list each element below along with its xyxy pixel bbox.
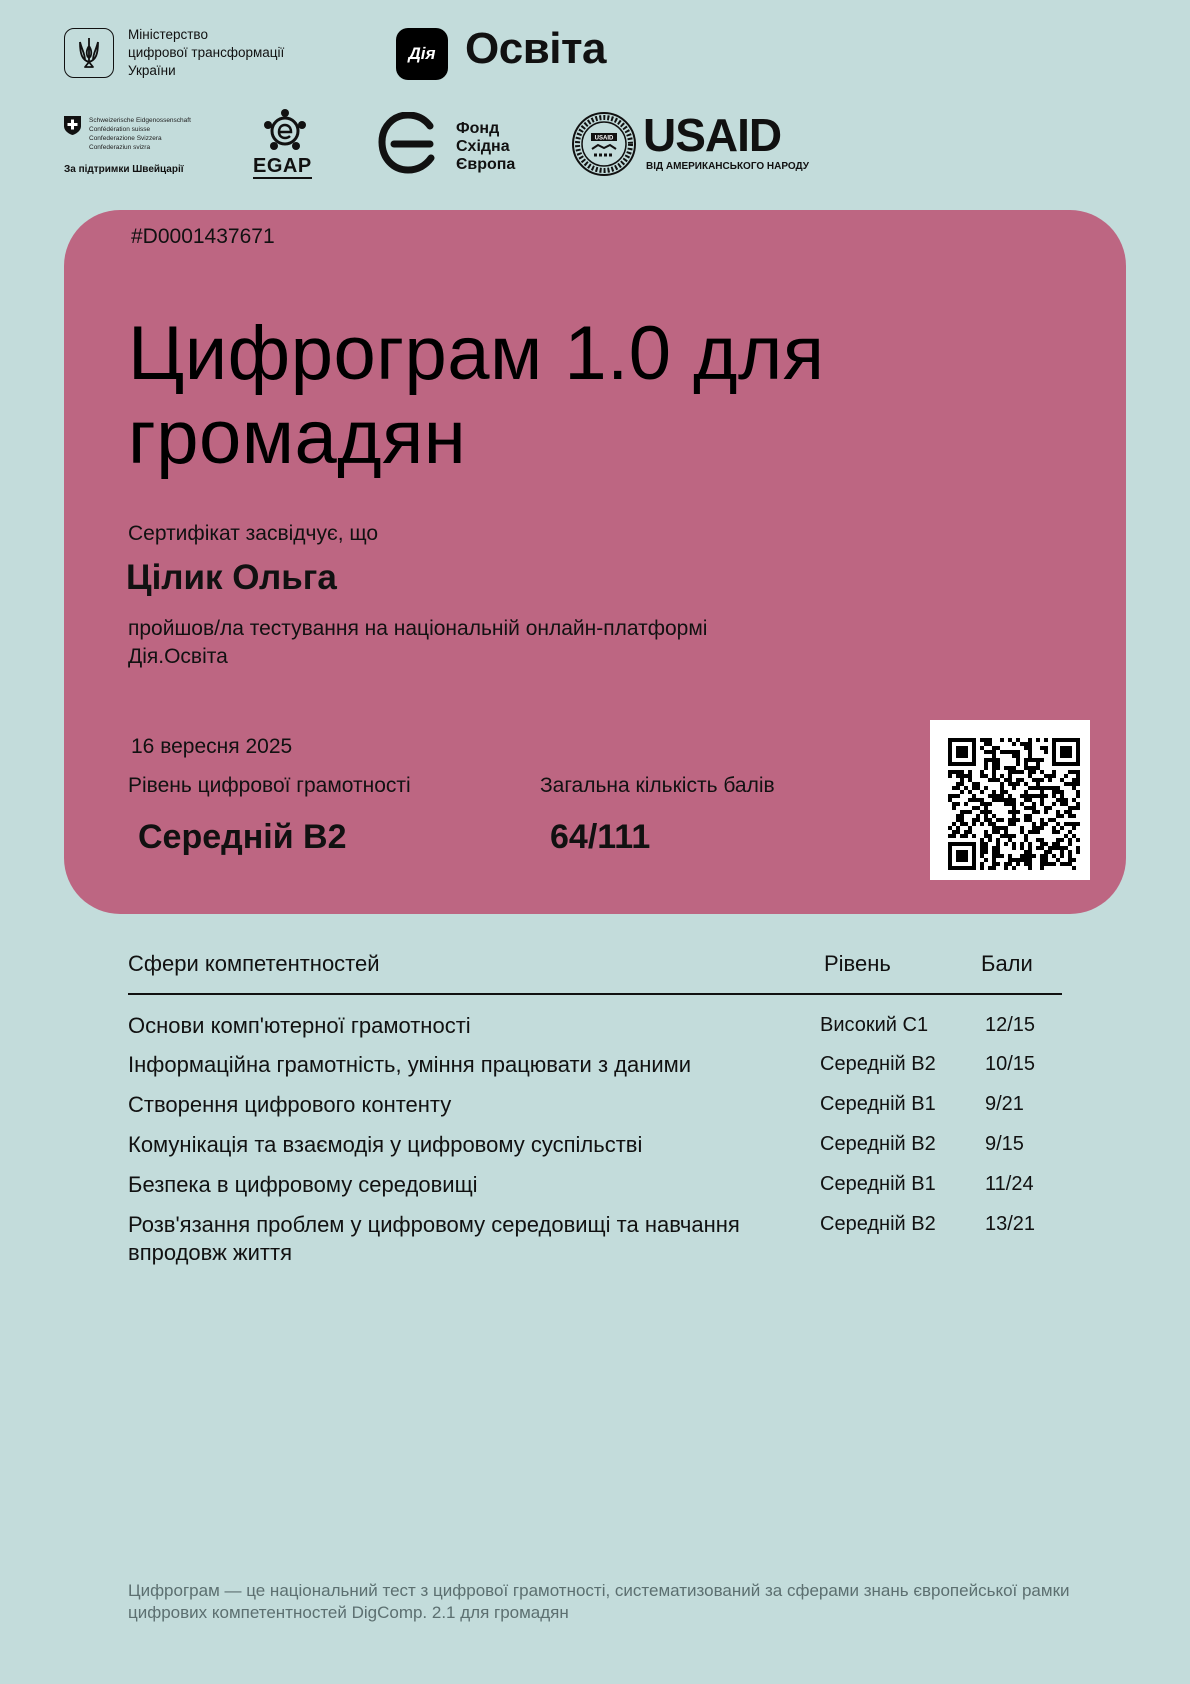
competence-area: Розв'язання проблем у цифровому середовищі та навчання впродовж життя: [128, 1212, 740, 1265]
competence-level: Середній B1: [820, 1173, 936, 1195]
swiss-support-label: За підтримки Швейцарії: [64, 164, 184, 175]
table-divider: [128, 993, 1062, 995]
competence-points: 11/24: [985, 1173, 1034, 1195]
egap-wordmark: EGAP: [253, 155, 312, 177]
diia-badge-label: Дія: [408, 44, 436, 63]
competence-area: Створення цифрового контенту: [128, 1092, 452, 1117]
competence-level: Середній B2: [820, 1053, 936, 1075]
fond-line: Фонд: [456, 120, 500, 137]
competence-area: Основи комп'ютерної грамотності: [128, 1013, 471, 1038]
competence-area: Комунікація та взаємодія у цифровому суспільстві: [128, 1132, 643, 1157]
swiss-name-line: Confederaziun svizra: [89, 144, 151, 151]
qr-code-icon: [930, 720, 1090, 880]
digital-literacy-level-value: Середній B2: [138, 818, 347, 856]
total-score-value: 64/111: [550, 818, 651, 856]
certificate-date: 16 вересня 2025: [131, 735, 293, 758]
diia-logo-badge: [396, 28, 448, 80]
ukraine-trident-icon: [64, 28, 114, 78]
digital-literacy-level-label: Рівень цифрової грамотності: [128, 774, 411, 797]
certifies-text: Сертифікат засвідчує, що: [128, 522, 379, 545]
recipient-name: Цілик Ольга: [126, 558, 337, 597]
east-europe-foundation-icon: [378, 112, 440, 174]
swiss-confederation-names: [89, 116, 191, 152]
ministry-line: цифрової трансформації: [128, 45, 285, 60]
east-europe-foundation-name: [456, 120, 515, 174]
ministry-name: [128, 26, 284, 80]
ministry-line: Міністерство: [128, 27, 208, 42]
competence-level: Високий С1: [820, 1014, 929, 1036]
certificate-id: #D0001437671: [131, 225, 275, 248]
table-header-level: Рівень: [824, 951, 891, 976]
course-title: Цифрограм 1.0 для громадян: [128, 311, 825, 480]
competence-points: 10/15: [985, 1053, 1036, 1075]
swiss-shield-icon: [64, 116, 81, 135]
table-header-points: Бали: [981, 951, 1033, 976]
egap-logo-icon: [262, 108, 308, 154]
passed-description: пройшов/ла тестування на національній онлайн-платформі Дія.Освіта: [128, 617, 708, 668]
usaid-tagline: ВІД АМЕРИКАНСЬКОГО НАРОДУ: [646, 161, 810, 172]
competence-points: 13/21: [985, 1213, 1036, 1235]
fond-line: Східна: [456, 138, 510, 155]
usaid-wordmark: USAID: [643, 109, 782, 161]
fond-line: Європа: [456, 156, 516, 173]
competence-area: Інформаційна грамотність, уміння працювати з даними: [128, 1052, 692, 1077]
table-header-area: Сфери компетентностей: [128, 951, 380, 976]
osvita-wordmark: Освіта: [465, 24, 606, 73]
swiss-name-line: Schweizerische Eidgenossenschaft: [89, 117, 191, 124]
verification-qr-code[interactable]: [930, 720, 1090, 880]
usaid-seal-label: USAID: [594, 135, 614, 142]
footer-note: Цифрограм — це національний тест з цифрової грамотності, систематизований за сферами знань європейської рамки цифрових компетентностей DigComp. 2.1 для громадян: [128, 1581, 1070, 1622]
competence-level: Середній B1: [820, 1093, 936, 1115]
competence-points: 12/15: [985, 1014, 1036, 1036]
competence-level: Середній B2: [820, 1133, 936, 1155]
ministry-line: України: [128, 63, 176, 78]
swiss-name-line: Confédération suisse: [89, 126, 151, 133]
competence-level: Середній B2: [820, 1213, 936, 1235]
total-score-label: Загальна кількість балів: [540, 774, 775, 797]
competence-points: 9/15: [985, 1133, 1024, 1155]
competence-area: Безпека в цифровому середовищі: [128, 1172, 478, 1197]
swiss-name-line: Confederazione Svizzera: [89, 135, 162, 142]
competence-points: 9/21: [985, 1093, 1024, 1115]
usaid-seal-icon: [571, 111, 637, 177]
